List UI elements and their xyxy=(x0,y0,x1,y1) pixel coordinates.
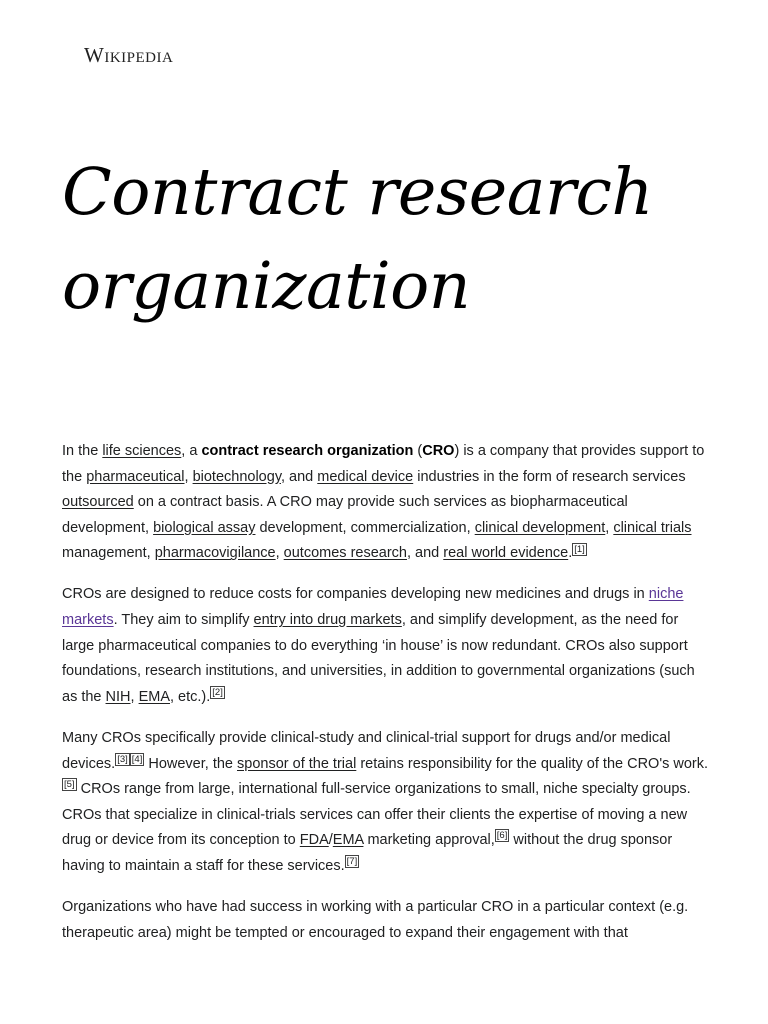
link-medical-device[interactable]: medical device xyxy=(317,468,414,485)
text: , etc.). xyxy=(170,688,211,705)
citation xyxy=(495,829,510,842)
link-clinical-trials[interactable]: clinical trials xyxy=(613,519,692,536)
text: . They aim to simplify xyxy=(113,612,254,629)
text: , and xyxy=(281,468,318,485)
text: development, commercialization, xyxy=(255,519,475,536)
text: In the xyxy=(62,443,103,459)
link-ema[interactable]: EMA xyxy=(138,688,170,705)
text: , and xyxy=(406,545,444,562)
page-title: Contract research organization xyxy=(62,155,653,324)
link-biological-assay[interactable]: biological assay xyxy=(153,519,256,536)
citation-link-1[interactable]: [1] xyxy=(574,543,585,555)
text: industries in the form of research services xyxy=(413,468,686,485)
citation xyxy=(345,855,360,868)
paragraph-4 xyxy=(62,895,710,946)
article-body xyxy=(62,439,710,962)
text: CROs are designed to reduce costs for companies developing new medicines and drugs in xyxy=(62,586,649,603)
link-sponsor-of-the-trial[interactable]: sponsor of the trial xyxy=(237,755,357,772)
link-pharmacovigilance[interactable]: pharmacovigilance xyxy=(154,545,276,562)
text: without the drug sponsor having to maintain a staff for these services. xyxy=(62,832,673,874)
citation-link-5[interactable]: [5] xyxy=(64,779,75,791)
paragraph-3 xyxy=(62,726,710,880)
text: , and simplify development, as the need for large pharmaceutical companies to do everything ‘in house’ is now redundant. CROs also support foundations, research institutions, and universities, in addition to governmental organizations (such as the xyxy=(62,612,695,705)
link-outcomes-research[interactable]: outcomes research xyxy=(283,545,407,562)
citation xyxy=(210,686,225,699)
citation xyxy=(62,778,77,791)
citation xyxy=(572,543,587,556)
text: Organizations who have had success in working with a particular CRO in a particular context (e.g. therapeutic area) might be tempted or encouraged to expand their engagement with that xyxy=(62,899,689,941)
link-ema[interactable]: EMA xyxy=(332,832,364,849)
citation-link-7[interactable]: [7] xyxy=(346,856,358,868)
paragraph-1 xyxy=(62,439,710,567)
text: , xyxy=(130,688,139,705)
wikipedia-logo[interactable]: Wikipedia xyxy=(84,43,174,67)
citation-link-3[interactable]: [3] xyxy=(117,753,128,765)
text: However, the xyxy=(144,755,238,772)
text: retains responsibility for the quality of the CRO's work. xyxy=(356,755,709,772)
link-clinical-development[interactable]: clinical development xyxy=(474,519,606,536)
bold-term-cro: CRO xyxy=(422,443,455,459)
text: ) is a company that provides support to the xyxy=(62,443,705,485)
text: , a xyxy=(181,443,202,459)
bold-term-cro-full: contract research organization xyxy=(201,443,414,459)
text: , xyxy=(184,468,193,485)
text: ( xyxy=(413,443,423,459)
link-biotechnology[interactable]: biotechnology xyxy=(192,468,281,485)
link-pharmaceutical[interactable]: pharmaceutical xyxy=(86,468,185,485)
text: , xyxy=(605,519,614,536)
citation-link-2[interactable]: [2] xyxy=(212,687,223,699)
text: Many CROs specifically provide clinical-study and clinical-trial support for drugs and/or medical devices. xyxy=(62,729,671,772)
paragraph-2 xyxy=(62,582,710,710)
citation-link-4[interactable]: [4] xyxy=(131,753,143,765)
text: on a contract basis. A CRO may provide such services as biopharmaceutical development, xyxy=(62,494,628,536)
link-nih[interactable]: NIH xyxy=(105,688,131,705)
text: management, xyxy=(62,545,155,562)
citation xyxy=(130,753,145,766)
text: marketing approval, xyxy=(363,832,495,849)
link-fda[interactable]: FDA xyxy=(299,832,329,849)
link-niche-markets[interactable]: niche markets xyxy=(62,586,684,629)
text: CROs range from large, international full-service organizations to small, niche specialty groups. CROs that specialize in clinical-trials services can offer their clients the expertise of moving a new drug or device from its conception to xyxy=(62,781,691,849)
link-life-sciences[interactable]: life sciences xyxy=(102,443,182,459)
link-real-world-evidence[interactable]: real world evidence xyxy=(443,545,569,562)
text: / xyxy=(328,832,333,849)
citation xyxy=(115,753,130,766)
text: . xyxy=(568,545,573,562)
link-outsourced[interactable]: outsourced xyxy=(62,494,134,511)
citation-link-6[interactable]: [6] xyxy=(496,830,508,842)
text: , xyxy=(275,545,284,562)
link-entry-into-drug-markets[interactable]: entry into drug markets xyxy=(253,612,402,629)
